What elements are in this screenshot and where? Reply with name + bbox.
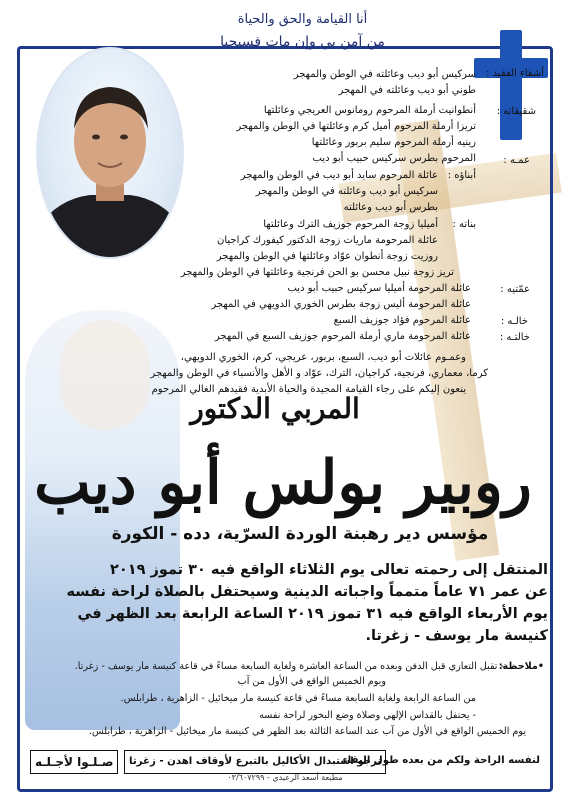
verse-line-1: أنا القيامة والحق والحياة xyxy=(237,12,368,27)
note-line-2: ويوم الخميس الواقع في الأول من آب xyxy=(237,676,386,687)
announcement-line-4: كنيسة مار يوسف - زغرتا. xyxy=(365,628,548,644)
sibling-1: سركيس أبو ديب وعائلته في الوطن والمهجر xyxy=(293,69,476,80)
maternal-aunt-1: عائلة المرحومة ماري أرملة المرحوم جوزيف السبع في المهجر xyxy=(214,331,471,342)
deceased-name: روبير بولس أبو ديب xyxy=(34,448,532,518)
announcement-line-2: عن عمر ٧١ عاماً متمماً واجباته الدينية وسيحتفل بالصلاة لراحة نفسه xyxy=(66,584,548,600)
condolence-line: لنفسه الراحة ولكم من بعده طول البقاء xyxy=(342,755,540,766)
siblings-label: أشقاء الفقيد : xyxy=(486,68,544,79)
daughter-2: عائلة المرحومة ماريات زوجة الدكتور كيفورك كراجيان xyxy=(217,235,438,246)
notes-label: •ملاحظة: xyxy=(498,661,544,672)
printer-credit: مطبعة أسعد الرعيدي - ٠٣/٦٠٧٢٩٩ xyxy=(227,773,343,782)
deceased-title: المربي الدكتور xyxy=(190,392,360,425)
deceased-portrait xyxy=(36,47,184,259)
daughter-4: تريز زوجة نبيل محسن بو الحن فرنجية وعائلتها في الوطن والمهجر xyxy=(180,267,454,278)
families-line-1: وعمـوم عائلات أبو ديب، السبع، بربور، عريجي، كرم، الخوري الدويهي، xyxy=(180,352,466,363)
daughter-3: روزيت زوجة أنطوان عوّاد وعائلتها في الوطن والمهجر xyxy=(216,251,438,262)
announcement-line-1: المنتقل إلى رحمته تعالى يوم الثلاثاء الواقع فيه ٣٠ تموز ٢٠١٩ xyxy=(110,562,548,578)
maternal-uncle-label: خالـه : xyxy=(500,316,528,327)
sister-1: أنطوانيت أرملة المرحوم رومانوس العريجي وعائلتها xyxy=(263,105,476,116)
note-line-5: يوم الخميس الواقع في الأول من آب عند الساعة الثالثة بعد الظهر في كنيسة مار ميخائيل - الزاهرية ، طرابلس. xyxy=(88,726,526,737)
aunts-label: عمّتيه : xyxy=(500,284,530,295)
son-3: بطرس أبو ديب وعائلته xyxy=(343,202,438,213)
note-line-3: من الساعة الرابعة ولغاية السابعة مساءً في قاعة كنيسة مار ميخائيل - الزاهرية ، طرابلس. xyxy=(120,693,476,704)
sister-2: تريزا أرملة المرحوم أميل كرم وعائلتها في الوطن والمهجر xyxy=(236,121,476,132)
maternal-aunt-label: خالتـه : xyxy=(499,332,530,343)
families-line-3: ينعون إليكم على رجاء القيامة المجيدة والحياة الأبدية فقيدهم الغالي المرحوم xyxy=(151,384,466,395)
donation-request: نرجو استبدال الأكاليل بالتبرع لأوقاف اهدن - زغرتا xyxy=(124,750,386,774)
families-line-2: كرما، معماري، فرنجية، كراجيان، الترك، عوّاد و الأهل والأنسباء في الوطن والمهجر xyxy=(150,368,488,379)
maternal-uncle-1: عائلة المرحوم فؤاد جوزيف السبع xyxy=(333,315,471,326)
note-line-1: - تقبل التعازي قبل الدفن وبعده من الساعة العاشرة ولغاية السابعة مساءً في قاعة كنيسة مار يوسف - زغرتا. xyxy=(74,661,504,672)
sibling-2: طوني أبو ديب وعائلته في المهجر xyxy=(338,85,476,96)
uncle-label: عمـه : xyxy=(503,155,530,166)
cross-icon xyxy=(500,30,522,140)
note-line-4: - يحتفل بالقداس الإلهي وصلاة وضع البخور لراحة نفسه xyxy=(259,710,476,721)
announcement-line-3: يوم الأربعاء الواقع فيه ٣١ تموز ٢٠١٩ الساعة الرابعة بعد الظهر في xyxy=(77,606,548,622)
son-1: عائلة المرحوم سايد أبو ديب في الوطن والمهجر xyxy=(240,170,438,181)
son-2: سركيس أبو ديب وعائلته في الوطن والمهجر xyxy=(255,186,438,197)
sons-label: أبناؤه : xyxy=(447,170,476,181)
daughters-label: بناته : xyxy=(452,219,476,230)
verse-line-2: من آمن بي وإن مات فسيحيا xyxy=(220,34,385,50)
uncle-1: المرحوم بطرس سركيس حبيب أبو ديب xyxy=(312,153,476,164)
daughter-1: أميليا زوجة المرحوم جوزيف الترك وعائلتها xyxy=(263,219,438,230)
deceased-role: مؤسس دير رهبنة الوردة السرّية، دده - الكورة xyxy=(111,524,489,544)
sisters-label: شقيقاته : xyxy=(496,106,536,117)
aunt-1: عائلة المرحومة أميليا سركيس حبيب أبو ديب xyxy=(287,283,471,294)
aunt-2: عائلة المرحومة أليس زوجة بطرس الخوري الدويهي في المهجر xyxy=(211,299,471,310)
pray-for-him: صـلـوا لأجـلـه xyxy=(30,750,118,774)
sister-3: رينيه أرملة المرحوم سليم بربور وعائلتها xyxy=(311,137,476,148)
